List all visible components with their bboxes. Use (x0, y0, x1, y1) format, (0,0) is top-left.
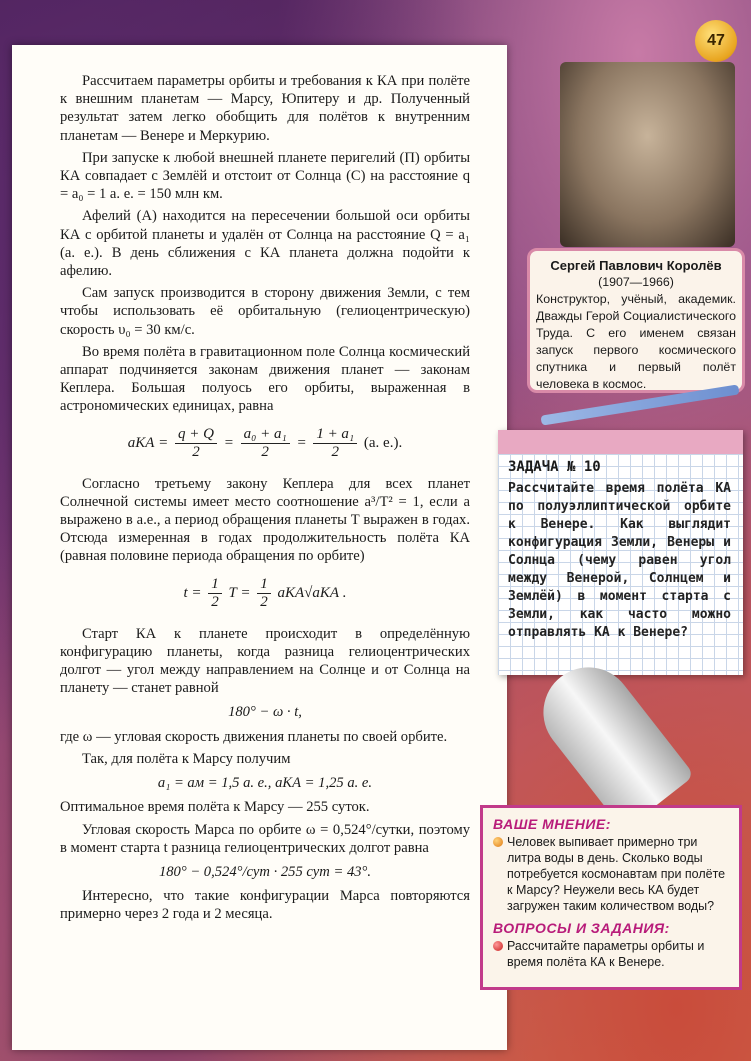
rocket-illustration (525, 649, 694, 830)
main-text (60, 72, 470, 928)
paragraph: Афелий (А) находится на пересечении большой оси орбиты КА с орбитой планеты и удалён от Солнца на расстояние Q = a₁ (а. е.). В день сближения с КА планета должна подойти к афелию. (60, 208, 470, 280)
task-band (498, 430, 743, 454)
paragraph: Рассчитаем параметры орбиты и требования к КА при полёте к внешним планетам — Марсу, Юпитеру и др. Полученный результат затем легко обобщить для полётов к внутренним планетам — Венере и Меркурию. (60, 73, 470, 144)
paragraph: Интересно, что такие конфигурации Марса повторяются примерно через 2 года и 2 месяца. (60, 888, 470, 923)
formula-flight-time: t = $\frac{1}{2}$ T = $\frac{1}{2}$ aКА√aКА . (183, 575, 347, 610)
bio-box (527, 248, 745, 393)
page-number: 47 (695, 20, 737, 62)
korolev-portrait (560, 62, 735, 247)
questions-header: ВОПРОСЫ И ЗАДАНИЯ: (493, 920, 670, 936)
opinion-box (480, 805, 742, 990)
paragraph: Так, для полёта к Марсу получим (82, 750, 291, 767)
bio-years: (1907—1966) (598, 275, 674, 289)
paragraph: Согласно третьему закону Кеплера для всех планет Солнечной системы имеет место соотношение a³/T² = 1, если a выражено в а.е., а период обращения планеты T выражен в годах. Отсюда измеренная в годах продолжительность полёта КА (равная половине периода обращения по орбите) (60, 475, 470, 565)
paragraph: Сам запуск производится в сторону движения Земли, с тем чтобы использовать её орбитальную (гелиоцентрическую) скорость υ₀ = 30 км/с. (60, 285, 470, 338)
paragraph: Старт КА к планете происходит в определённую конфигурацию планеты, когда разница гелиоцентрических долгот — угол между направлением на Солнце и от Солнца на планету — станет равной (60, 625, 470, 697)
opinion-header: ВАШЕ МНЕНИЕ: (493, 816, 611, 832)
task-body: Рассчитайте время полёта КА по полуэллиптической орбите к Венере. Как выглядит конфигурация Земли, Венеры и Солнца (чему равен угол между Венерой, Солнцем и Землёй) в момент старта с Земли, как часто можно отправлять КА к Венере? (508, 481, 731, 640)
formula-mars: a₁ = aм = 1,5 а. е., aКА = 1,25 а. е. (157, 775, 373, 792)
task-title: ЗАДАЧА № 10 (508, 459, 601, 475)
formula-longitude-diff: 180° − 0,524°/сут · 255 сут = 43°. (158, 863, 372, 880)
task-card (498, 430, 743, 675)
paragraph: Оптимальное время полёта к Марсу — 255 суток. (60, 799, 370, 816)
bio-name: Сергей Павлович Королёв (550, 258, 722, 273)
paragraph: Угловая скорость Марса по орбите ω = 0,524°/сутки, поэтому в момент старта t разница гелиоцентрических долгот равна (60, 821, 470, 856)
formula-angle: 180° − ω · t, (228, 704, 302, 721)
bio-description: Конструктор, учёный, академик. Дважды Герой Социалистического Труда. С его именем связан запуск первого космического спутника и первый полёт человека в космос. (536, 292, 736, 391)
bullet-icon (493, 941, 503, 951)
paragraph: Во время полёта в гравитационном поле Солнца космический аппарат подчиняется законам движения планет — законам Кеплера. Большая полуось его орбиты, выраженная в астрономических единицах, равна (60, 343, 470, 415)
bullet-icon (493, 837, 503, 847)
paragraph: где ω — угловая скорость движения планеты по своей орбите. (60, 728, 448, 745)
list-item: Человек выпивает примерно три литра воды в день. Сколько воды потребуется космонавтам при полёте к Марсу? Неужели весь КА будет загружен таким количеством воды? (493, 834, 731, 914)
formula-semi-major-axis: aКА = $\frac{q + Q}{2}$ = $\frac{\text{a₀ + a₁}}{2}$ = $\frac{\text{1 + a₁}}{2}$ (а. е.). (127, 425, 403, 460)
list-item: Рассчитайте параметры орбиты и время полёта КА к Венере. (493, 938, 731, 970)
paragraph: При запуске к любой внешней планете перигелий (П) орбиты КА совпадает с Землёй и отстоит от Солнца (С) на расстояние q = a₀ = 1 а. е. = 150 млн км. (60, 149, 470, 203)
